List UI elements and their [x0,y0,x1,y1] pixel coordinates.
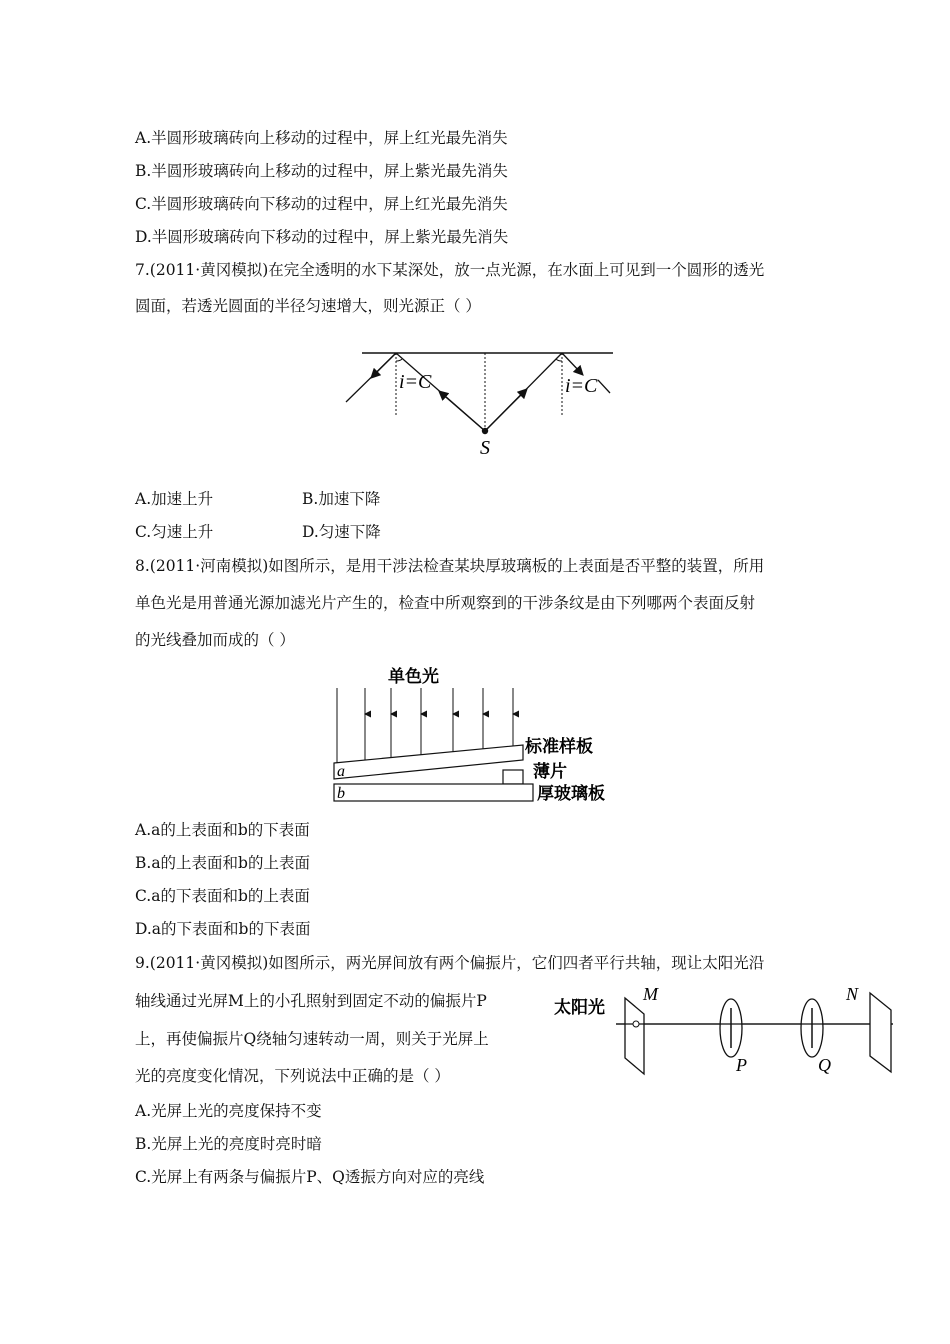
q8-option-a: A.a的上表面和b的下表面 [135,821,310,839]
label-b: b [337,785,345,802]
q9-option-a: A.光屏上光的亮度保持不变 [135,1102,322,1120]
q8-stem-line-2: 单色光是用普通光源加滤光片产生的，检查中所观察到的干涉条纹是由下列哪两个表面反射 [135,594,756,612]
q8-stem-line-3: 的光线叠加而成的（ ） [135,631,295,649]
label-m: M [643,984,658,1004]
q7-option-d: D.匀速下降 [302,523,381,541]
screen-m [625,998,644,1074]
q9-stem-line-3: 上，再使偏振片Q绕轴匀速转动一周，则关于光屏上 [135,1030,489,1048]
q7-option-a: A.加速上升 [135,490,214,508]
thick-glass-plate-b [334,784,533,801]
shim [503,770,523,784]
ray-left-grazing-arrow [372,353,396,377]
ray-right-arrow [485,390,526,431]
q7-option-c: C.匀速上升 [135,523,214,541]
q7-option-b: B.加速下降 [302,490,381,508]
q9-option-c: C.光屏上有两条与偏振片P、Q透振方向对应的亮线 [135,1168,485,1186]
q8-figure-interference-setup [325,660,635,805]
q9-stem-line-4: 光的亮度变化情况，下列说法中正确的是（ ） [135,1067,450,1085]
q6-option-a: A.半圆形玻璃砖向上移动的过程中，屏上红光最先消失 [135,129,508,147]
pinhole [633,1021,639,1027]
label-sunlight: 太阳光 [554,998,605,1018]
label-p: P [736,1055,747,1075]
q8-option-b: B.a的上表面和b的上表面 [135,854,310,872]
q6-option-b: B.半圆形玻璃砖向上移动的过程中，屏上紫光最先消失 [135,162,508,180]
label-shim: 薄片 [533,762,567,782]
label-source: S [480,437,490,459]
q7-stem-line-1: 7.(2011·黄冈模拟)在完全透明的水下某深处，放一点光源，在水面上可见到一个圆形的透光 [135,261,765,279]
point-source [482,428,488,434]
label-q: Q [818,1055,831,1075]
label-angle-left: i=C [399,371,432,393]
label-thick-glass: 厚玻璃板 [537,784,605,804]
label-angle-right: i=C [565,375,598,397]
ray-left-arrow [440,392,485,431]
q7-stem-line-2: 圆面，若透光圆面的半径匀速增大，则光源正（ ） [135,297,481,315]
screen-n [870,993,891,1072]
q9-stem-line-2: 轴线通过光屏M上的小孔照射到固定不动的偏振片P [135,992,487,1010]
standard-plate-a [334,745,523,779]
q8-option-c: C.a的下表面和b的上表面 [135,887,310,905]
angle-arc-left [396,359,402,361]
label-standard-plate: 标准样板 [525,737,593,757]
q8-stem-line-1: 8.(2011·河南模拟)如图所示，是用干涉法检查某块厚玻璃板的上表面是否平整的装置，所用 [135,557,765,575]
q6-option-c: C.半圆形玻璃砖向下移动的过程中，屏上红光最先消失 [135,195,508,213]
q6-option-d: D.半圆形玻璃砖向下移动的过程中，屏上紫光最先消失 [135,228,509,246]
angle-arc-right [556,359,562,361]
label-a: a [337,763,345,780]
q9-stem-line-1: 9.(2011·黄冈模拟)如图所示，两光屏间放有两个偏振片，它们四者平行共轴，现让太阳光沿 [135,954,765,972]
q8-option-d: D.a的下表面和b的下表面 [135,920,311,938]
q9-option-b: B.光屏上光的亮度时亮时暗 [135,1135,322,1153]
q9-figure-polarizers [548,980,903,1090]
q7-figure-total-internal-reflection [330,330,630,460]
ray-right-reflected [562,353,582,374]
label-monochromatic-light: 单色光 [388,667,439,687]
label-n: N [846,984,859,1004]
ray-right-tail [598,380,610,393]
